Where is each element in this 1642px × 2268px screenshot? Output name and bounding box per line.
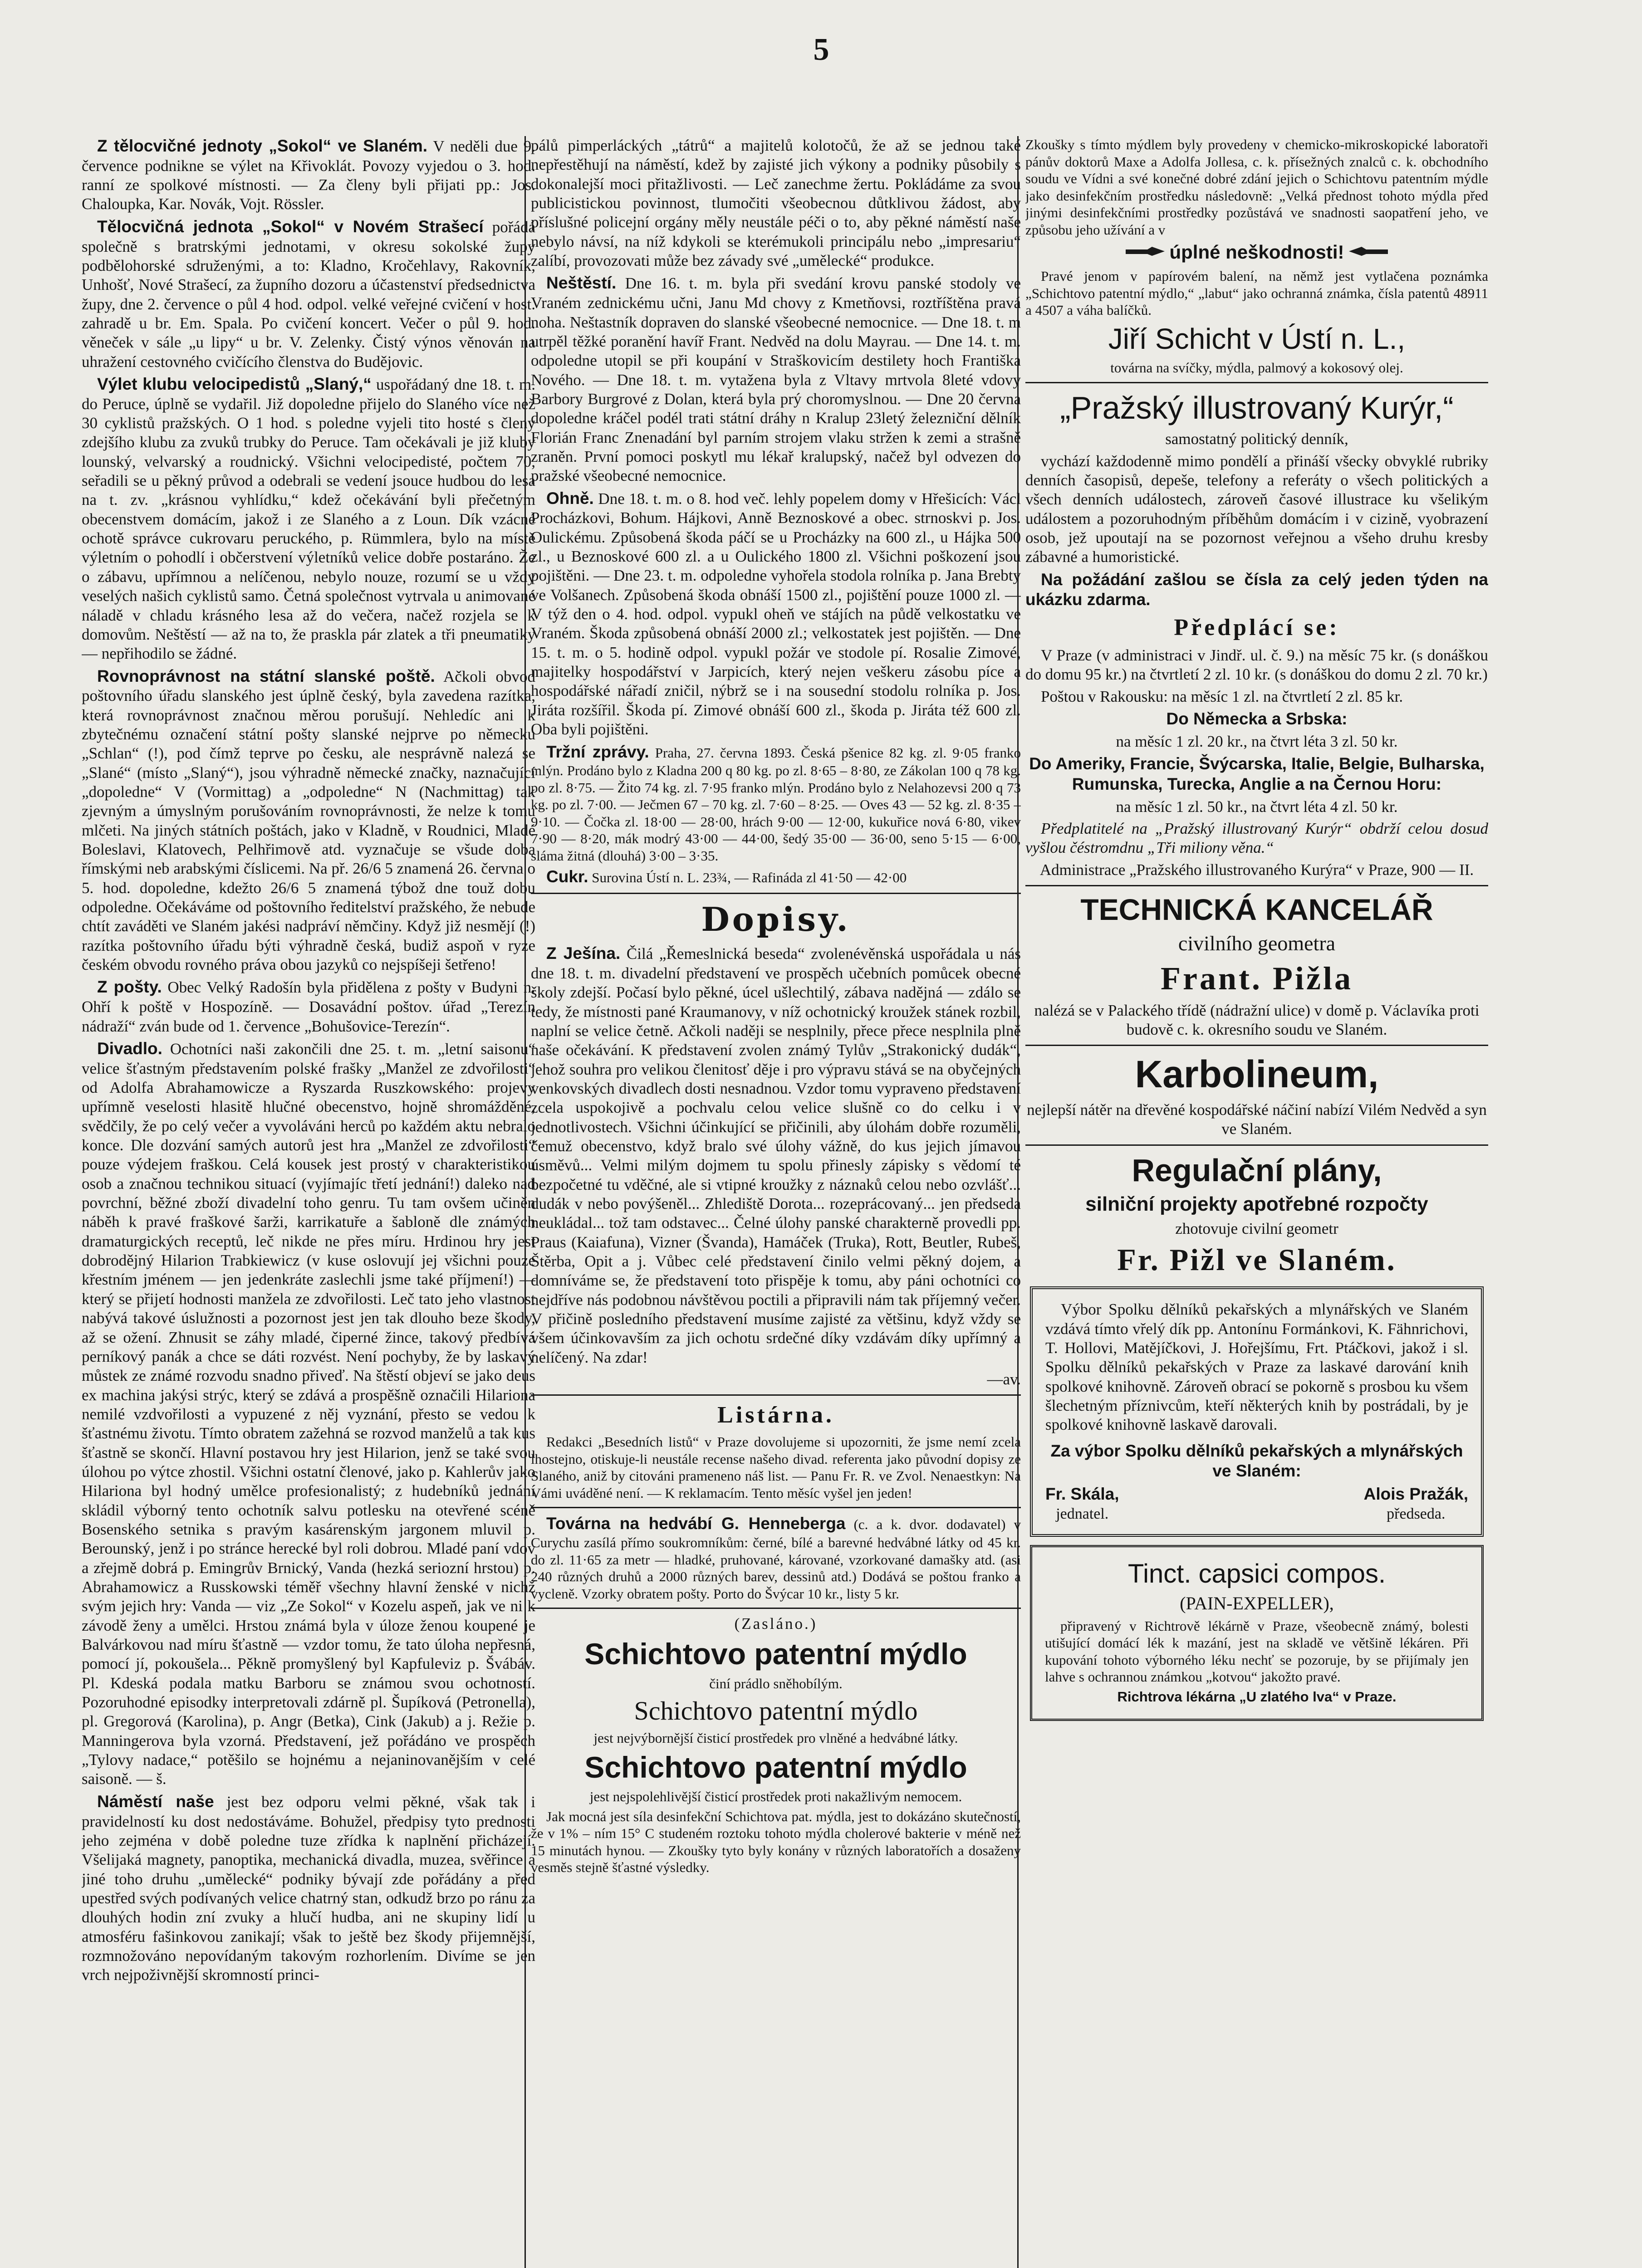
schicht-sub-1: činí prádlo sněhobílým. [709,1676,843,1692]
pred-praha: V Praze (v administraci v Jindř. ul. č. 9.) na měsíc 75 kr. (s donáškou do domu 95 kr.) na čtvrtletí 2 zl. 10 kr. (s donáškou do domu 2 zl. 70 kr.) [1025,646,1488,684]
section-title-dopisy: Dopisy. [701,900,851,939]
article-theatre: Divadlo. Ochotníci naši zakončili dne 25. t. m. „letní saisonu“ velice šťastným představením polské frašky „Manžel ze zdvořilosti“ od Adolfa Abrahamowicze a Ryszarda Ruszkowského: projevy upřímně veselosti hlasitě hlučné obecenstvo, hojně shromážděné, svědčily, že po celý večer a vyvoláváni herců po každém aktu nebralo konce. Dle dozvání samých autorů jest hra „Manžel ze zdvořilosti“ pouze výdejem fraškou. Celá kousek jest prostý v charakteristikou osob a značnou technikou situací (vyjímajíc třetí jednání!) daleko nad povrchní, běžné zboží divadelní toho genru. Tu tam ovšem učiněn náběh k pravé fraškové šarži, karrikatuře a šabloně dle známých dramaturgických receptů, leč nikde ne přes míru. Hrdinou hry jest dobrodějný Hilarion Trabkiewicz (v kuse oslovují jej všichni pouze křestním jménem — jen jedenkráte zaslechli jsme také příjmení!) — který se přijetí hodnosti manžela ze zdvořilosti. Leč tato jeho vlastnost nabývá takové úslužnosti a pozornost jest jen tak dlouho beze škody, až se ožení. Zhnusit se záhy mladé, čiperné žince, takový předbívá perníkový panák a chce se dáti rozvést. Není pochyby, že by laskavý můstek ze známé rozvodu snadno přiveď. Na štěstí objeví se jako deus ex machina jakýsi strýc, který se zdává a prospěšně označili Hilariona nemilé vzdvořilosti a vypuzené z něj vyznání, přesto se vedou k šťastnému životu. Tímto obratem zažehná se rozvod manželů a tak kus šťastně se skončí. Hlavní postavou hry jest Hilarion, jenž se také svou úlohou po výtce zhostil. Všichni ostatní členové, jako p. Kahlerův jako Hilariona byl hodný umělce profesionalistý; z hudebníků jednání skládil výborný tento ochotník salvu potlesku na otevřené scéně Bosenského setnika s pravým kasárenským jargonem mluvil p. Berounský, jenž i po stránce herecké byl roli dobrou. Mladé paní vdov a zřejmě dobrá p. Emingrův Brnický, Vanda (hezká seriozní hrstou) p. Abrahamowicz a Russkowski téměř všechny hlavní ženské v nichž svým jejich hry: Vanda — viz „Ze Sokol“ v Kozelu aspeň, jak ve ni k závodě ženy a umělci. Hrstou známá byla v úloze ženou koupené je Balvárkovou nad míru šťastně — vzdor tomu, že tato úloha nepřesná, pomocí jí, pokoušela... Pěkně promyšlený byl Kapfuleviz p. Švábáv. Pl. Kdeská podala matku Barboru se známou svou ochotností. Pozoruhodné episodky interpretovali zdárně pl. Šupíková (Petronella), pl. Gregorová (Karolina), p. Angr (Betka), Cink (Jakub) a j. Režie p. Manningerova byla vzorná. Představení, jež pořádáno ve prospěch „Tylovy nadace,“ potěšilo se hojnému a nejaninovanějším v celé saisoně. — š. [82,1039,535,1788]
pred-germany: na měsíc 1 zl. 20 kr., na čtvrt léta 3 zl. 50 kr. [1116,732,1398,750]
kuryr-title: „Pražský illustrovaný Kurýr,“ [1060,390,1454,425]
schicht-firm: Jiří Schicht v Ústí n. L., [1108,322,1406,355]
signature-secretary: Fr. Skála, jednatel. [1045,1485,1119,1523]
article-signature: —av. [987,1370,1021,1388]
kuryr-admin: Administrace „Pražského illustrovaného Kurýra“ v Praze, 900 — II. [1039,860,1474,879]
tinct-subtitle: (PAIN-EXPELLER), [1180,1593,1334,1614]
divider [1025,382,1488,383]
pred-bonus: Předplatitelé na „Pražský illustrovaný Kurýr“ obdrží celou dosud vyšlou čéstromdnu „Tři miliony věna.“ [1025,820,1488,857]
schicht-headline-3: Schichtovo patentní mýdlo [584,1750,967,1784]
zaslano-label: (Zasláno.) [734,1615,818,1633]
column-2 [531,136,1021,2268]
schicht-cont: Zkoušky s tímto mýdlem byly provedeny v chemicko-mikroskopické laboratoři pánův doktorů Maxe a Adolfa Jollesa, c. k. přísežných znalců c. k. obchodního soudu ve Vídni a své konečné dobré zdání jejich o Schichtovu patentním mýdle jako desinfekčním prostředku následovně: „Velká přednost tohoto mýdla před jinými desinfekčními prostředky pozůstává ve snadnosti saopatření jeho, ve způsobu jeho užívání a v [1025,137,1488,238]
schicht-headline-1: Schichtovo patentní mýdlo [584,1637,967,1671]
article-jesin: Z Ješína. Čilá „Řemeslnická beseda“ zvolenévěnská uspořádala u nás dne 18. t. m. divadelní představení ve prospěch učebních pomůcek obecné školy zdejší. Počasí bylo pěkné, úcel ušlechtilý, zábava nadějná — zdálo se tedy, že místnosti pané Kraumanovy, v níž ochotnický kroužek stánek rozbil, naplní se velice četně. Ačkoli naději se nesplnily, přece přece nesplnila plně naše očekávání. K představení zvolen známý Tylův „Strakonický dudák“, jehož souhra pro velikou členitosť děje i pro výpravu stává se na obyčejných venkovských divadlech dosti nesnadnou. Vzdor tomu vypraveno představení zcela uspokojivě a pochvalu celou velice slušně co do celku i v jednotlivostech. Všichni účinkující se přičinili, aby úlohám dobře rozuměli, čemuž obecenstvo, když bralo své úlohy vážně, do kus jejich jímavou úsměvů... Velmi milým dojmem tu spolu přinesly zápisky s vědomí té bezpočetné tu vděčné, ale si vtipné kroužky z náznaků celou nebo ozvlášť... dudák v nebo povýšeněl... Zhlediště Dorota... rozeprácovaný... jen předseda neukládal... tož tam odstavec... Čelné úlohy panské charakterně provedli pp. Praus (Kaiafuna), Vizner (Švanda), Hamáček (Truka), Rott, Beutler, Rubeš, Štěrba, Opit a j. Vůbec celé představení činilo velmi pěkný dojem, a domníváme se, že představení toto přispěje k tomu, aby páni ochotníci co nejdříve nás podobnou návštěvou poctili a připravili nám tak příjemný večer. V přičině posledního představení musíme zajisté za většinu, když vždy se všem účinkovavším za jich ochotu srdečné díky vzdávám díky upřímný a nelíčený. Na zdar! [531,944,1021,1366]
signature-chairman: Alois Pražák, předseda. [1363,1485,1468,1523]
pizl-name: Frant. Pižla [1161,960,1353,997]
listarna-text: Redakci „Besedních listů“ v Praze dovolujeme si upozorniti, že jsme nemí zcela lhostejno, otiskuje-li neustále recense našeho divad. referenta jako původní dopisy ze Slaného, aniž by citováni prameneno náš list. — Panu Fr. R. ve Zvol. Nenaestkyn: Na Vámi uváděné není. — K reklamacím. Tento měsíc vyšel jen jeden! [531,1434,1021,1501]
kancelar-text: nalézá se v Palackého třídě (nádražní ulice) v domě p. Václavíka proti budově c. k. okresního soudu ve Slaném. [1034,1001,1480,1039]
tinct-text: připravený v Richtrově lékárně v Praze, všeobecně známý, bolesti utišující domácí lék k mazání, jest na skladě ve většině lékáren. Při kupování tohoto výborného léku nechť se pozoruje, by se přijímaly jen lahve s ochrannou známkou „kotvou“ jakožto pravé. [1045,1618,1469,1685]
kuryr-text: vychází každodenně mimo pondělí a přináší všecky obvyklé rubriky denních časopisů, depeše, telefony a referáty o všech politických a všech denních událostech, zároveň časové illustrace ku všelikým událostem a pozoruhodným příběhům domácím i v cizině, vyobrazení osob, jež upoutají na se pozornost veřejnou a všeho druhu kresby zábavné a humoristické. [1025,452,1488,566]
divider [531,1608,1021,1609]
article-post: Z pošty. Obec Velký Radošín byla přidělena z pošty v Budyni n. Ohří k poště v Hospozíně. — Dosavádní poštov. úřad „Terezín nádraží“ zván bude od 1. července „Bohušovice-Terezín“. [82,978,535,1035]
section-title-listarna: Listárna. [717,1402,834,1428]
schicht-headline-2: Schichtovo patentní mýdlo [634,1696,918,1725]
karbolineum-text: nejlepší nátěr na dřevěné kospodářské náčiní nabízí Vilém Nedvěd a syn ve Slaném. [1027,1101,1487,1138]
plany-subtitle: silniční projekty apotřebné rozpočty [1085,1193,1428,1216]
divider [1025,1045,1488,1046]
pred-posta: Poštou v Rakousku: na měsíc 1 zl. na čtvrtletí 2 zl. 85 kr. [1041,687,1403,705]
divider [1025,1144,1488,1146]
plany-title: Regulační plány, [1132,1152,1382,1188]
article-fires: Ohně. Dne 18. t. m. o 8. hod več. lehly popelem domy v Hřešicích: Václ Procházkovi, Bohum. Hájkovi, Anně Beznoskové a obec. strnoskvi p. Jos. Oulickému. Způsobená škoda páčí se u Procházky na 600 zl., u Hájka 500 zl., u Beznoskové 600 zl. a u Oulického 1800 zl. Všichni poškození jsou pojištěni. — Dne 23. t. m. odpoledne vyhořela stodola rolníka p. Jana Brebty ve Volšanech. Způsobená škoda obnáší 1500 zl., pojištění pouze 1000 zl. — V týž den o 4. hod. odpol. vypukl oheň ve stájích na půdě velkostatku ve Vraném. Škoda způsobená obnáší 2000 zl.; velkostatek jest pojištěn. — Dne 15. t. m. o 5. hodině odpol. vypukl požár ve stodole pí. Rosalie Zimové, majitelky hospodářství v Jarpicích, který nejen veškeru zásobu píce a hospodářské nářadí zničil, nýbrž se i na sousední stodolu rolníka p. Jos. Jiráta rozšířil. Škoda pí. Zimové obnáší 600 zl., škoda p. Jiráta též 600 zl. Oba byli pojištěni. [531,489,1021,738]
divider [531,1507,1021,1508]
article-sokol-slany: Z tělocvičné jednoty „Sokol“ ve Slaném. V neděli due 9. července podnikne se výlet na Křivoklát. Povozy vyjedou o 3. hod. ranní ze spolkové místnosti. — Za členy byli přijati pp.: Jos. Chaloupka, Kar. Novák, Vojt. Rössler. [82,137,535,213]
article-velocipedists: Výlet klubu velocipedistů „Slaný,“ uspořádaný dne 18. t. m. do Peruce, úplně se vydařil. Již dopoledne přijelo do Slaného více než 30 cyklistů pražských. O 1 hod. s poledne vyjeli tito hosté s členy zdejšího klubu za zvuků trubky do Peruce. Tam očekávali je již kluby lounský, velvarský a roudnický. Všichni velocipedisté, počtem 70, seřadili se u pěkný průvod a odebrali se vedení jsouce hudbou do lesa na t. zv. „krásnou vyhlídku,“ kdež očekávání byli přečetným obecenstvem domácím, jakož i ze Slaného a z Loun. Dík vzácné ochotě správce cukrovaru peruckého, p. Rümmlera, bylo na místě výletním o pohodlí i občerstvení výletníků velice dobře postaráno. Že o zábavu, upřímnou a nelíčenou, nebylo nouze, rozumí se u vždy veselých našich cyklistů samo. Četná společnost vytrvala u animované náladě v chladu krásného lesa až do večera, načež rozjela se k domovům. Neštěstí — až na to, že praskla pár zlatek a tři pneumatiky — nepřihodilo se žádné. [82,374,535,663]
article-post-equality: Rovnoprávnost na státní slanské poště. Ačkoli obvod poštovního úřadu slanského jest úplně český, byla zavedena razítka, která rovnoprávnost značnou měrou porušují. Nehledíc ani k zbytečnému označení státní pošty slanské nejprve po německu „Schlan“ (!), pod čímž teprve po česku, ale nesprávně nalezá se „Slané“ (místo „Slaný“), jsou výhradně německé značky, naznačující „dopoledne“ V (Vormittag) a „odpoledne“ N (Nachmittag) tak zjevným a úmyslným porušováním rovnoprávnosti, že nelze k tomu mlčeti. Na jiných státních poštách, jako v Kladně, v Roudnici, Mladé Boleslavi, Klatovech, Pelhřimově atd. vyznačuje se všude doba římskými neb arabskými číslicemi. Na př. 26/6 5 znamená 26. června o 5. hod. dopoledne, kdežto 26/6 5 znamená týbož dne touž dobu odpoledne. Očekáváme od poštovního ředitelství pražského, že nebude chtít zaváděti ve Slaném jakési nadpráví němčiny. Když již nesmějí (!) razítka poštovního úřadu býti výhradně česká, budiž aspoň v ryze českém obvodu rovného práva obou jazyků co nejspíšeji šetřeno! [82,666,535,974]
schicht-text: Jak mocná jest síla desinfekční Schichtova pat. mýdla, jest to dokázáno skutečností, že v 1% – ním 15° C studeném roztoku tohoto mýdla cholerové bakterie v méně než 15 minutách hynou. — Zkoušky tyto byly konány v různých laboratořích a dosaženy vesměs stejně šťastné výsledky. [531,1808,1021,1876]
schicht-warning: úplné neškodnosti! [1025,241,1488,265]
schicht-sub-2: jest nejvýbornější čisticí prostředek pro vlněné a hedvábné látky. [593,1730,958,1746]
article-square: Náměstí naše jest bez odporu velmi pěkné, však tak i pravidelností ku dost nedostáváme. Bohužel, předpisy tyto prednosti jeho zejména v době poledne tuze zřídka k naplnění přicházejí. Všelijaká magnety, panoptika, mechanická divadla, muzea, svěřince a jiné toho druhu „umělecké“ podniky bývají zde pořádány a před upestřed svých podívaných velice chatrný stan, odkudž brzo po ránu za dlouhých hodin zní zvuky a hlučí hudba, ani ne skupiny lidí u atmosféru fašinkovou zanikají; však to ještě bez škody přijemnější, rozmnožováno nepovídaným takovým rozhorlením. Divíme se jen vrch nejpoživnější skromností princi- [82,1792,535,1984]
kancelar-title: TECHNICKÁ KANCELÁŘ [1080,893,1433,927]
page-number: 5 [813,32,829,67]
schicht-warning-text: Pravé jenom v papírovém balení, na němž jest vytlačena poznámka „Schichtovo patentní mýdlo,“ „labut“ jako ochranná známka, čísla patentů 48911 a 4507 a váha balíčků. [1025,268,1488,318]
schicht-sub-3: jest nejspolehlivější čisticí prostředek proti nakažlivým nemocem. [589,1789,962,1805]
divider [1025,885,1488,886]
plany-name: Fr. Pižl ve Slaném. [1117,1242,1397,1277]
tinct-footer: Richtrova lékárna „U zlatého lva“ v Praze. [1117,1688,1397,1705]
ad-henneberg: Továrna na hedvábí G. Henneberga (c. a k. dvor. dodavatel) v Curychu zasílá přímo soukromníkům: černé, bílé a barevné hedvábné látky od 45 kr. do zl. 11·65 za metr — hladké, pruhované, kárované, vzorkované damašky atd. (asi 240 různých druhů a 2000 různých barev, dessinů atd.) Dodává se poštou franko a vycleně. Vzorky obratem pošty. Porto do Švýcar 10 kr., listy 5 kr. [531,1514,1021,1602]
divider [531,893,1021,894]
kuryr-subtitle: samostatný politický denník, [1165,430,1348,448]
article-market: Tržní zprávy. Praha, 27. června 1893. Česká pšenice 82 kg. zl. 9·05 franko mlýn. Prodáno bylo z Kladna 200 q 80 kg. po zl. 8·65 – 8·80, ze Zákolan 100 q 78 kg. po zl. 8·75. — Žito 74 kg. zl. 7·95 franko mlýn. Prodáno bylo z Nelahozevsi 200 q 73 kg. po zl. 7·00. — Ječmen 67 – 70 kg. zl. 7·60 – 8·25. — Oves 43 — 52 kg. zl. 8·35 – 9·10. — Čočka zl. 18·00 — 28·00, hrách 9·00 — 12·00, kukuřice nová 6·80, vikev 7·90 — 8·20, mák modrý 43·00 — 44·00, šedý 35·00 — 36·00, seno 5·15 — 6·00, sláma žitná (dlouhá) 3·00 – 3·35. [531,742,1021,864]
article-accidents: Neštěstí. Dne 16. t. m. byla při svedání krovu panské stodoly ve Vraném zednickému učni, Janu Md chovy z Kmetňovsi, roztříštěna pravá noha. Neštastník dopraven do slanské všeobecné nemocnice. — Dne 18. t. m utrpěl těžké poranění havíř Frant. Nedvěd na dolu Mayrau. — Dne 14. t. m. odpoledne utopil se při koupání v Straškovicím destilety hoch Františka Nového. — Dne 18. t. m. vytažena byla z Vltavy mrtvola 8leté vdovy Barbory Burgrové z Dolan, která byla prý choromyslnou. — Dne 20 června dopoledne kráčel podél trati státní dráhy n Kralup 23letý železniční dělník Florián Franc Znenadání byl parním strojem vlaku stržen k zemi a strašně zraněn. První pomoci poskytl mu lékař kralupský, načež byl odvezen do pražské všeobecné nemocnice. [531,274,1021,485]
kancelar-subtitle: civilního geometra [1178,932,1336,955]
pred-germany-title: Do Německa a Srbska: [1166,709,1348,728]
tinct-title: Tinct. capsici compos. [1127,1559,1386,1589]
signatures [1045,1484,1468,1523]
column-1 [82,136,535,2268]
kuryr-sample: Na požádání zašlou se čísla za celý jeden týden na ukázku zdarma. [1025,570,1488,609]
article-sokol-strasecí: Tělocvičná jednota „Sokol“ v Novém Strašecí pořádá společně s bratrskými jednotami, v okresu sokolské župy podbělohorské sdruženými, a to: Kladno, Kročehlavy, Rakovník, Unhošť, Nové Strašecí, za župního dozoru a účastenství předsednictva župy, dne 2. července o půl 4 hod. odpol. velké veřejné cvičení v host. zahradě u br. Em. Spala. Po cvičení koncert. Večer o půl 9. hod. věneček v sále „u lipy“ u br. V. Zelenky. Čistý výnos věnován na uhražení cestovného cvičícího členstva do Budějovic. [82,217,535,371]
baker-union-footer: Za výbor Spolku dělníků pekařských a mlynářských ve Slaném: [1050,1441,1463,1481]
pred-world: na měsíc 1 zl. 50 kr., na čtvrt léta 4 zl. 50 kr. [1116,797,1398,816]
plany-subtitle-2: zhotovuje civilní geometr [1175,1219,1338,1237]
tinct-box [1030,1545,1484,1721]
baker-union-text: Výbor Spolku dělníků pekařských a mlynářských ve Slaném vzdává tímto vřelý dík pp. Antonínu Formánkovi, K. Fähnrichovi, T. Hollovi, Matějíčkovi, J. Hořejšímu, Frt. Ptáčkovi, jakož i sl. Spolku dělníků pekařských v Praze za laskavé darování knih spolkové knihovně. Zároveň obrací se pokorně s prosbou ku všem šlechetným příznivcům, kteří některých knih by postrádali, by je spolkové knihovně laskavě darovali. [1045,1300,1468,1434]
pointing-hand-icon [1348,245,1389,265]
schicht-firm-sub: továrna na svíčky, mýdla, palmový a kokosový olej. [1110,360,1403,376]
pred-world-title: Do Ameriky, Francie, Švýcarska, Italie, Belgie, Bulharska, Rumunska, Turecka, Anglie a na Černou Horu: [1029,754,1485,794]
baker-union-box [1030,1286,1484,1537]
article-sugar: Cukr. Surovina Ústí n. L. 23¾, — Rafináda zl 41·50 — 42·00 [546,867,907,886]
predplaci-title: Předplácí se: [1174,615,1340,641]
article-square-cont: pálů pimperláckých „tátrů“ a majitelů kolotočů, že až se jednou také nepřestěhují na náměstí, kdež by zajisté jich výkony a podniky působily s dokonalejší moci přitažlivosti. — Leč zanechme žertu. Pokládáme za svou publicistickou povinnost, tlumočiti všeobecnou důtklivou žádost, aby příslušné policejní orgány měly neustále péči o to, aby pěkné náměstí naše nebylo návsí, na níž kdykoli se kterémukoli principálu nebo „impresariu“ zalíbí, provozovati může bez závady své „umělecké“ produkce. [531,137,1021,270]
pointing-hand-icon [1125,245,1166,265]
divider [531,1394,1021,1396]
karbolineum-title: Karbolineum, [1135,1053,1379,1096]
column-3 [1025,136,1488,2268]
